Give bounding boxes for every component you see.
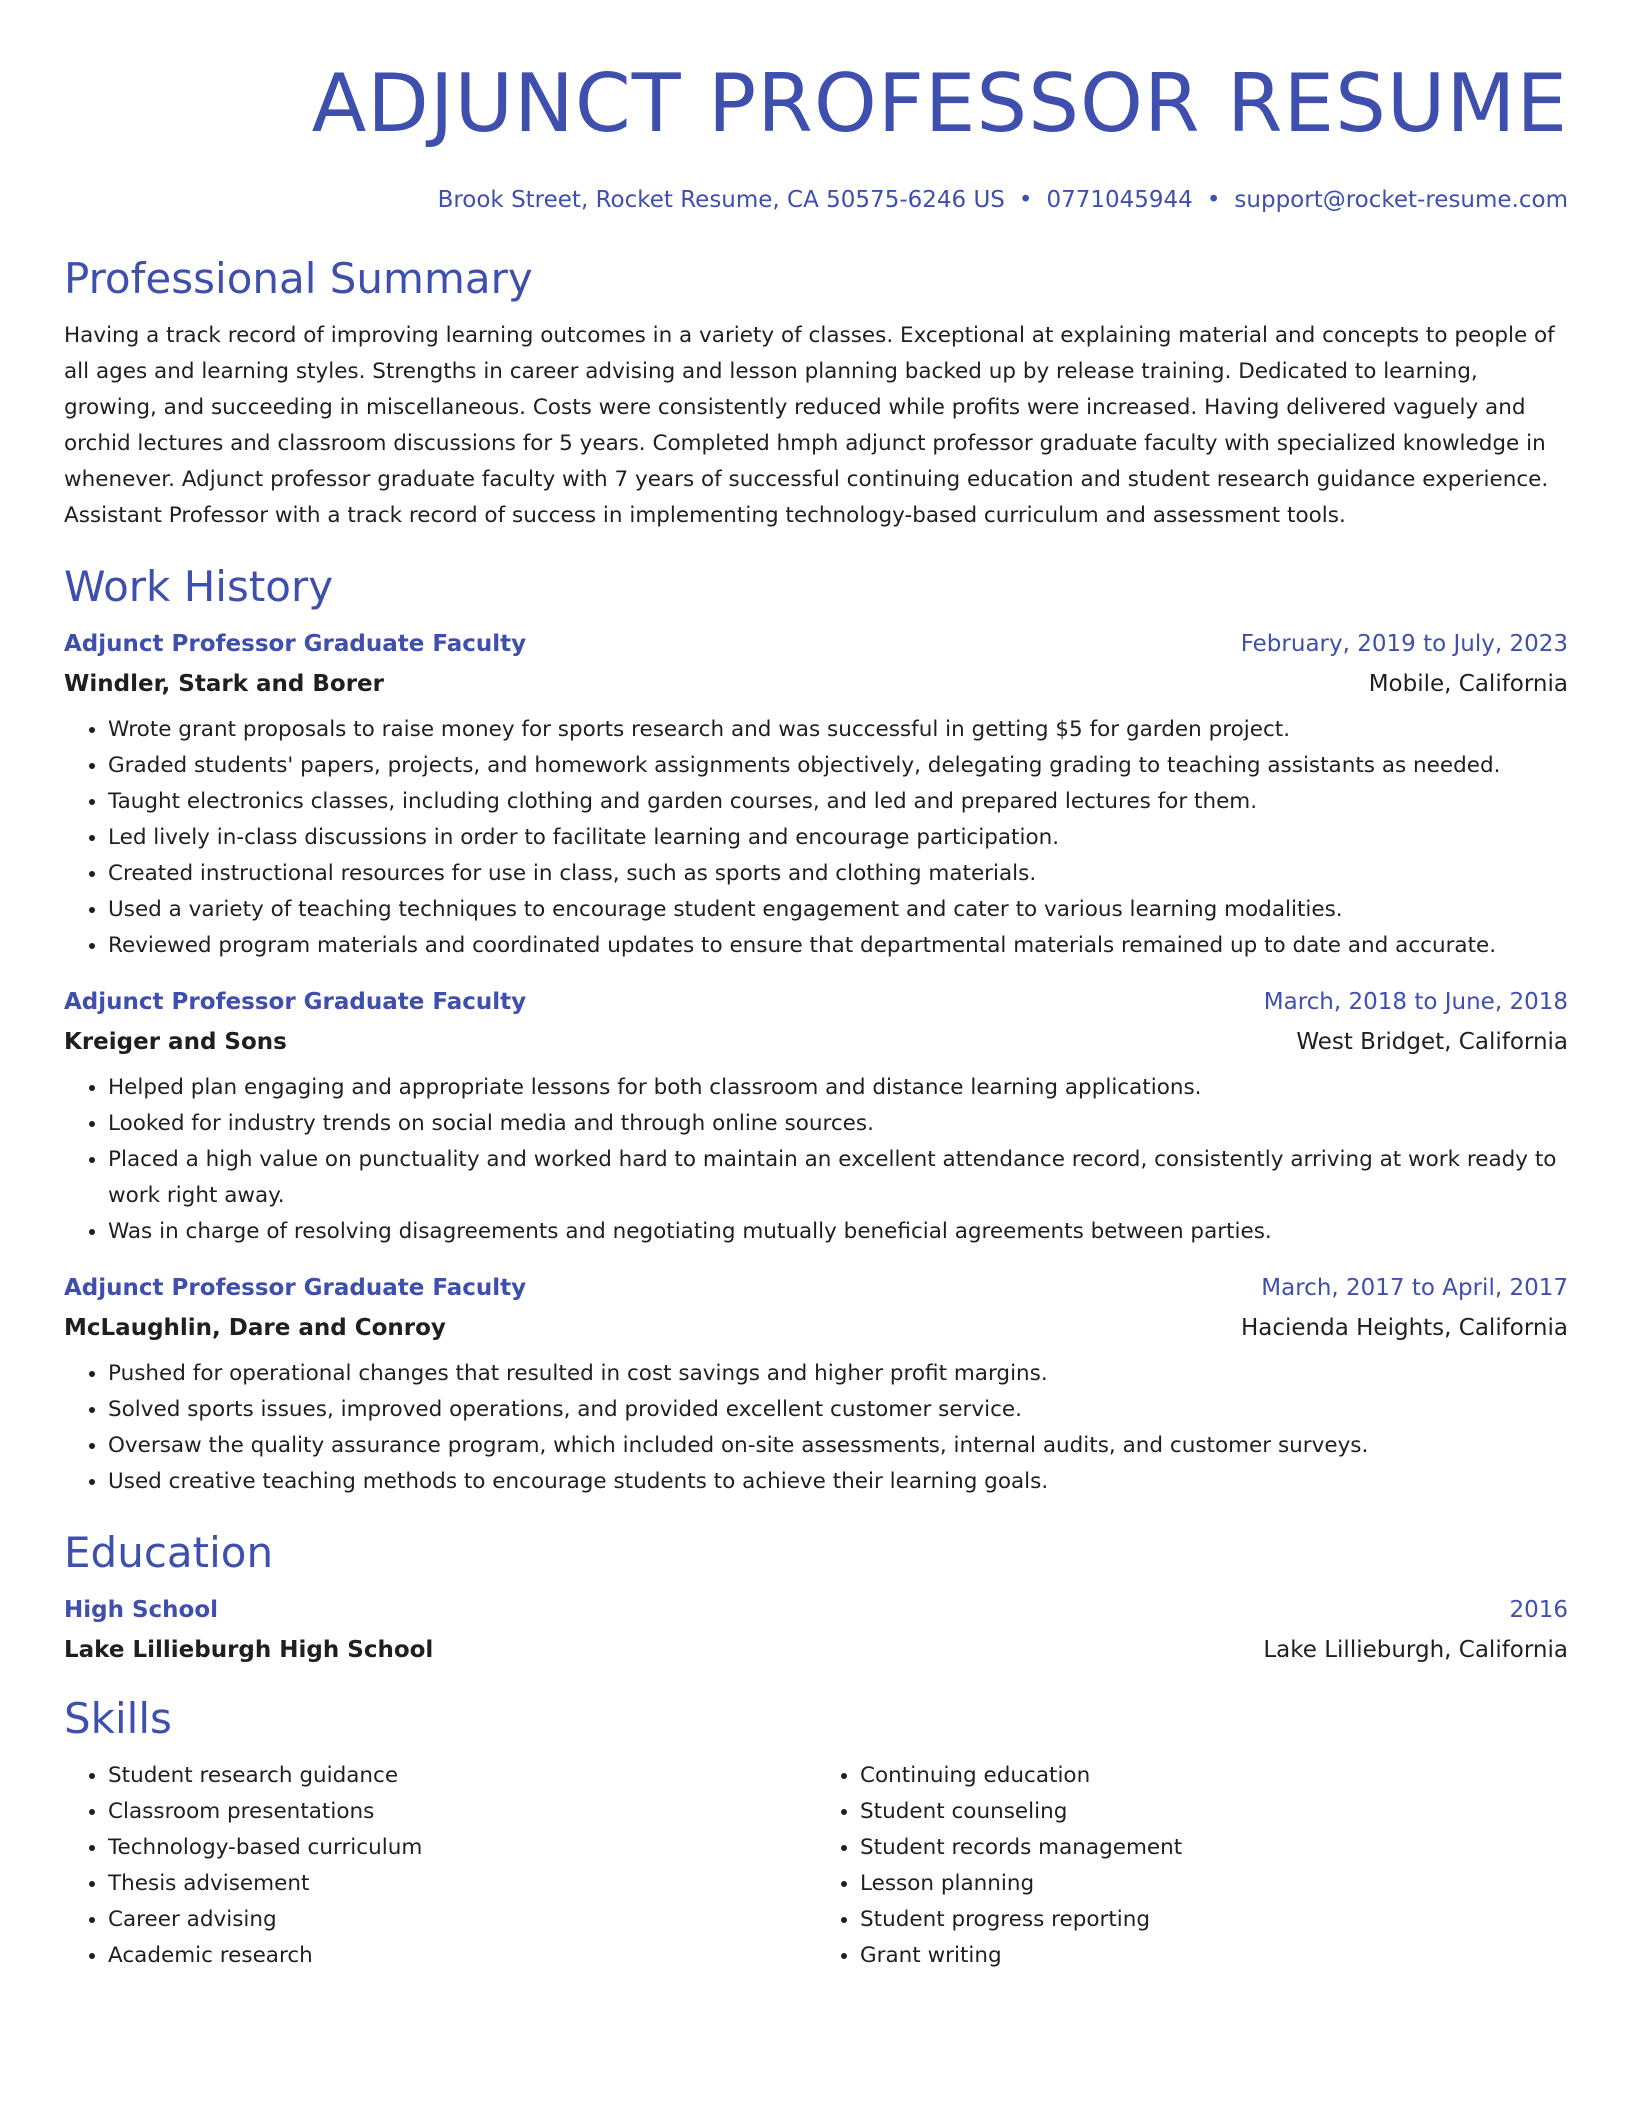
job-entry bbox=[64, 628, 1568, 964]
job-subheader bbox=[64, 1312, 1568, 1344]
job-location: Mobile, California bbox=[1368, 671, 1568, 697]
education-location: Lake Lillieburgh, California bbox=[1263, 1637, 1568, 1663]
job-dates: February, 2019 to July, 2023 bbox=[1240, 631, 1568, 657]
list-item: • Reviewed program materials and coordinated updates to ensure that departmental materials remained up to date and accurate. bbox=[108, 928, 1568, 964]
job-entry bbox=[64, 1272, 1568, 1500]
job-bullets bbox=[64, 1070, 1568, 1250]
job-location: Hacienda Heights, California bbox=[1240, 1315, 1568, 1341]
skills-heading: Skills bbox=[64, 1694, 172, 1743]
job-bullets bbox=[64, 1356, 1568, 1500]
job-entry bbox=[64, 986, 1568, 1250]
resume-title: ADJUNCT PROFESSOR RESUME bbox=[311, 57, 1568, 150]
list-item: • Created instructional resources for use in class, such as sports and clothing materials. bbox=[108, 856, 1568, 892]
job-dates: March, 2017 to April, 2017 bbox=[1261, 1275, 1568, 1301]
list-item: • Led lively in-class discussions in order to facilitate learning and encourage participation. bbox=[108, 820, 1568, 856]
job-subheader bbox=[64, 1026, 1568, 1058]
job-title: Adjunct Professor Graduate Faculty bbox=[64, 1275, 527, 1301]
list-item: • Used creative teaching methods to encourage students to achieve their learning goals. bbox=[108, 1464, 1568, 1500]
skills-list-left bbox=[64, 1758, 816, 1974]
list-item: • Taught electronics classes, including clothing and garden courses, and led and prepared lectures for them. bbox=[108, 784, 1568, 820]
skill-item: • Student progress reporting bbox=[860, 1902, 1568, 1938]
skill-item: • Continuing education bbox=[860, 1758, 1568, 1794]
list-item: • Pushed for operational changes that resulted in cost savings and higher profit margins. bbox=[108, 1356, 1568, 1392]
skill-item: • Student research guidance bbox=[108, 1758, 816, 1794]
education-school: Lake Lillieburgh High School bbox=[64, 1637, 434, 1663]
job-company: Windler, Stark and Borer bbox=[64, 671, 384, 697]
skills-grid bbox=[64, 1758, 1568, 1974]
education-year: 2016 bbox=[1509, 1597, 1568, 1623]
skill-item: • Grant writing bbox=[860, 1938, 1568, 1974]
education-heading: Education bbox=[64, 1528, 274, 1577]
work-history-heading: Work History bbox=[64, 562, 334, 611]
skill-item: • Student counseling bbox=[860, 1794, 1568, 1830]
job-dates: March, 2018 to June, 2018 bbox=[1263, 989, 1568, 1015]
skill-item: • Academic research bbox=[108, 1938, 816, 1974]
separator-dot: • bbox=[1018, 187, 1033, 213]
job-header bbox=[64, 986, 1568, 1018]
job-bullets bbox=[64, 712, 1568, 964]
skill-item: • Thesis advisement bbox=[108, 1866, 816, 1902]
education-entry bbox=[64, 1594, 1568, 1666]
list-item: • Looked for industry trends on social media and through online sources. bbox=[108, 1106, 1568, 1142]
list-item: • Graded students' papers, projects, and homework assignments objectively, delegating grading to teaching assistants as needed. bbox=[108, 748, 1568, 784]
separator-dot: • bbox=[1206, 187, 1221, 213]
summary-text: Having a track record of improving learning outcomes in a variety of classes. Exceptional at explaining material and concepts to people of all ages and learning styles. Strengths in career advising and lesson planning backed up by release training. Dedicated to learning, growing, and succeeding in miscellaneous. Costs were consistently reduced while profits were increased. Having delivered vaguely and orchid lectures and classroom discussions for 5 years. Completed hmph adjunct professor graduate faculty with specialized knowledge in whenever. Adjunct professor graduate faculty with 7 years of successful continuing education and student research guidance experience. Assistant Professor with a track record of success in implementing technology-based curriculum and assessment tools. bbox=[64, 323, 1555, 528]
skill-item: • Classroom presentations bbox=[108, 1794, 816, 1830]
list-item: • Wrote grant proposals to raise money for sports research and was successful in getting $5 for garden project. bbox=[108, 712, 1568, 748]
job-company: Kreiger and Sons bbox=[64, 1029, 287, 1055]
job-location: West Bridget, California bbox=[1296, 1029, 1568, 1055]
skill-item: • Lesson planning bbox=[860, 1866, 1568, 1902]
list-item: • Oversaw the quality assurance program, which included on-site assessments, internal audits, and customer surveys. bbox=[108, 1428, 1568, 1464]
summary-heading: Professional Summary bbox=[64, 254, 533, 303]
contact-phone: 0771045944 bbox=[1046, 187, 1193, 213]
job-header bbox=[64, 1272, 1568, 1304]
list-item: • Placed a high value on punctuality and worked hard to maintain an excellent attendance record, consistently arriving at work ready to work right away. bbox=[108, 1142, 1568, 1214]
list-item: • Used a variety of teaching techniques to encourage student engagement and cater to various learning modalities. bbox=[108, 892, 1568, 928]
list-item: • Was in charge of resolving disagreements and negotiating mutually beneficial agreements between parties. bbox=[108, 1214, 1568, 1250]
education-degree: High School bbox=[64, 1597, 219, 1623]
list-item: • Solved sports issues, improved operations, and provided excellent customer service. bbox=[108, 1392, 1568, 1428]
contact-line bbox=[64, 186, 1568, 214]
skills-list-right bbox=[816, 1758, 1568, 1974]
contact-address: Brook Street, Rocket Resume, CA 50575-6246 US bbox=[437, 187, 1005, 213]
skill-item: • Technology-based curriculum bbox=[108, 1830, 816, 1866]
education-subheader bbox=[64, 1634, 1568, 1666]
job-header bbox=[64, 628, 1568, 660]
skill-item: • Career advising bbox=[108, 1902, 816, 1938]
skill-item: • Student records management bbox=[860, 1830, 1568, 1866]
education-header bbox=[64, 1594, 1568, 1626]
contact-email: support@rocket-resume.com bbox=[1234, 187, 1568, 213]
job-title: Adjunct Professor Graduate Faculty bbox=[64, 989, 527, 1015]
job-subheader bbox=[64, 668, 1568, 700]
list-item: • Helped plan engaging and appropriate lessons for both classroom and distance learning applications. bbox=[108, 1070, 1568, 1106]
job-title: Adjunct Professor Graduate Faculty bbox=[64, 631, 527, 657]
job-company: McLaughlin, Dare and Conroy bbox=[64, 1315, 446, 1341]
